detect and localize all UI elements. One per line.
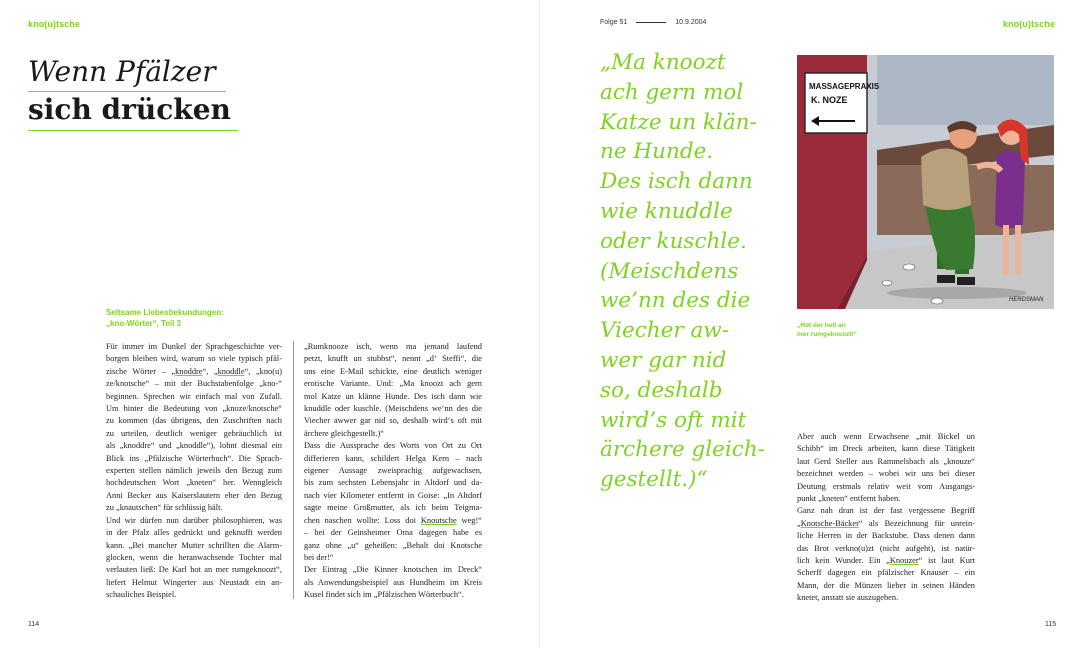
text-line	[106, 353, 282, 365]
text-segment: “, „	[202, 366, 218, 376]
text-segment: das Brot verkno(u)zt (nicht aufgeht), ist natür-	[797, 543, 975, 553]
text-segment: – bei der Geinsheimer Oma dagegen habe es	[304, 528, 482, 538]
text-segment: Viecher awwer gar nid so, deshalb wird‘s oft mit	[304, 416, 482, 426]
cartoon-sign-line2: K. NOZE	[811, 95, 848, 105]
text-segment: „	[797, 518, 801, 528]
headline-rule-1	[28, 91, 226, 92]
text-segment: Knouzer	[889, 556, 919, 566]
text-line	[304, 391, 482, 403]
text-line	[304, 502, 482, 514]
text-line	[106, 378, 282, 390]
headline-line2: sich drücken	[28, 93, 231, 126]
page-number-left: 114	[28, 621, 40, 628]
text-line	[106, 490, 282, 502]
text-segment: laut Gerd Steller aus Rammelsbach als „knouze“	[797, 456, 975, 466]
text-line	[797, 543, 975, 555]
text-line	[797, 567, 975, 579]
text-line	[797, 555, 975, 567]
text-segment: “ ist laut Kurt	[918, 556, 975, 566]
text-line	[106, 465, 282, 477]
text-segment: knetet, anstatt sie auszugeben.	[797, 593, 899, 603]
text-segment: Um hinter die Bedeutung von „knoze/knotsche“	[106, 404, 282, 414]
text-segment: Der Eintrag „Die Kinner knotschen im Dreck“	[304, 565, 482, 575]
text-line	[106, 366, 282, 378]
text-segment: mol Katze un klänne Hunde. Des isch dann wie	[304, 391, 482, 401]
caption-line1: „Hot der heit an	[797, 322, 846, 329]
quote-line: (Meischdens	[600, 258, 739, 284]
kicker-line2: „kno-Wörter“, Teil 3	[106, 319, 181, 328]
text-segment: Deutung erstmals relativ weit vom Ausgangs-	[797, 481, 975, 491]
text-segment: borgen bleiben wird, warum so viele typisch pfäl-	[106, 354, 282, 364]
text-segment: ganz ohne „u“ geheißen: „Behalt doi Knotsche	[304, 540, 482, 550]
text-line	[797, 481, 975, 493]
text-segment: knoddle	[217, 366, 245, 376]
text-line	[304, 552, 482, 564]
text-segment: Knoutsche	[420, 515, 457, 525]
text-line	[106, 577, 282, 589]
text-segment: Schibb“ im Dreck arbeiten, kann diese Tätigkeit	[797, 444, 975, 454]
text-line	[797, 518, 975, 530]
headline-line1: Wenn Pfälzer	[28, 55, 216, 88]
text-segment: nach vier Kilometer entfernt in Goise: „In Altdorf	[304, 490, 482, 500]
text-segment: bis zum sechsten Lebensjahr in Altdorf und da-	[304, 478, 482, 488]
image-caption	[797, 321, 857, 339]
text-line	[304, 440, 482, 452]
text-line	[797, 456, 975, 468]
text-line	[797, 592, 975, 604]
text-segment: bei der!“	[304, 552, 334, 562]
quote-line: wie knuddle	[600, 198, 733, 224]
text-segment: zu kommen (das übrigens, den Zuschriften nach	[106, 416, 282, 426]
text-segment: glocken, wenn die heranwachsende Tochter mal	[106, 552, 282, 562]
text-line	[106, 502, 282, 514]
text-line	[106, 515, 282, 527]
cartoon-sign-line1: MASSAGEPRAXIS	[809, 82, 880, 91]
text-segment: differieren kann, schildert Helga Kern – nach	[304, 453, 482, 463]
text-segment: eigener Aussage zweisprachig aufgewachsen,	[304, 466, 482, 476]
text-line	[304, 540, 482, 552]
quote-line: oder kuschle.	[600, 228, 747, 254]
quote-line: ärchere gleich-	[600, 437, 765, 463]
text-line	[106, 415, 282, 427]
text-segment: „Rumknooze isch, wenn ma jemand laufend	[304, 342, 482, 351]
text-segment: bezeichnet werden – wobei wir uns bei dieser	[797, 469, 975, 479]
caption-line2: mer rumgeknoozt!“	[797, 331, 857, 338]
text-segment: als Anwendungsbeispiel aus Hundheim im Kreis	[304, 577, 482, 587]
body-column-3	[797, 431, 975, 605]
text-line	[304, 564, 482, 576]
text-segment: zu urteilen, deutlich weniger gebräuchlich ist	[106, 428, 282, 438]
body-column-2	[304, 341, 482, 602]
text-segment: chen naschen wollte: Loss doi	[304, 515, 421, 525]
text-line	[304, 477, 482, 489]
text-line	[797, 580, 975, 592]
text-line	[304, 490, 482, 502]
text-segment: kann. „Bei mancher Mutter schrillten die Alarm-	[106, 540, 282, 550]
text-line	[106, 440, 282, 452]
quote-line: wird’s oft mit	[600, 407, 747, 433]
text-segment: punkt „kneten“ entfernt haben.	[797, 494, 901, 504]
text-line	[106, 403, 282, 415]
quote-line: ne Hunde.	[600, 139, 714, 165]
text-line	[304, 366, 482, 378]
text-segment: weg!“	[456, 515, 482, 525]
page-number-right: 115	[1045, 621, 1057, 628]
quote-line: „Ma knoozt	[600, 50, 726, 75]
text-segment: verlauten ließ: De Karl hot an mer rumgeknoozt“,	[106, 565, 282, 575]
kicker-line1: Seltsame Liebesbekundungen:	[106, 308, 224, 317]
text-line	[797, 443, 975, 455]
text-segment: “ als Bezeichnung für unrein-	[858, 518, 975, 528]
cartoon-illustration	[797, 55, 1054, 309]
text-line	[106, 453, 282, 465]
quote-line: Katze un klän-	[600, 109, 757, 135]
text-segment: knoddre	[175, 366, 203, 376]
text-segment: Scherff dagegen ein pfälzischer Knauser – ein	[797, 568, 975, 578]
text-segment: ärchere gleichgestellt.)“	[304, 428, 384, 438]
pull-quote	[600, 48, 785, 495]
quote-line: wer gar nid	[600, 347, 727, 373]
issue-date: 10.9.2004	[675, 19, 707, 26]
text-line	[106, 391, 282, 403]
text-segment: in der Pfalz alles gedrückt und geknufft werden	[106, 528, 282, 538]
issue-header	[600, 19, 706, 26]
quote-line: ach gern mol	[600, 79, 744, 105]
text-line	[304, 577, 482, 589]
text-line	[304, 465, 482, 477]
text-line	[106, 477, 282, 489]
text-segment: sagte meine Großmutter, als ich beim Teigma-	[304, 503, 482, 513]
issue-number: Folge 51	[600, 19, 628, 26]
brand-logo-left: kno(u)tsche	[28, 19, 81, 29]
text-segment: beginnen. Sprechen wir einfach mal von Zufall.	[106, 391, 282, 401]
text-segment: liche Herren in der Backstube. Dass denen dann	[797, 531, 975, 541]
text-segment: als „knoddre“ und „knoddle“), lohnt diesmal ein	[106, 441, 282, 451]
text-segment: “, „kno(u)	[244, 366, 283, 376]
text-line	[304, 353, 482, 365]
text-line	[304, 515, 482, 527]
quote-line: so, deshalb	[600, 377, 723, 403]
text-segment: petzt, knufft un stubbst“, nennt „d‘ Steffi“, die	[304, 354, 482, 364]
text-line	[106, 552, 282, 564]
quote-line: Des isch dann	[600, 169, 753, 195]
text-segment: ze/knotsche“ – mit der Buchstabenfolge „kno-“	[106, 379, 282, 389]
text-line	[304, 415, 482, 427]
text-segment: lich kein Wunder. Ein „	[797, 556, 890, 566]
text-segment: knuddle oder kuschle. (Meischdens we‘nn des die	[304, 404, 482, 414]
text-segment: Blick ins „Pfälzische Wörterbuch“. Die Sprach-	[106, 453, 282, 463]
text-line	[106, 589, 282, 601]
text-segment: zische Wörter – „	[106, 366, 176, 376]
text-line	[304, 527, 482, 539]
text-segment: experten stellen nämlich jeweils den Bezug zum	[106, 466, 282, 476]
quote-line: Viecher aw-	[600, 318, 729, 344]
text-line	[797, 530, 975, 542]
text-segment: Knotsche-Bäcker	[800, 518, 859, 528]
brand-logo-right: kno(u)tsche	[1003, 19, 1056, 29]
text-line	[106, 428, 282, 440]
text-segment: Dass die Aussprache des Worts von Ort zu Ort	[304, 441, 482, 451]
text-segment: Anni Becker aus Kaiserslautern eher den Bezug	[106, 490, 282, 500]
text-segment: schauliches Beispiel.	[106, 590, 177, 600]
column-divider	[293, 341, 294, 599]
quote-line: we’nn des die	[600, 288, 751, 314]
text-line	[106, 527, 282, 539]
body-column-1	[106, 341, 282, 602]
text-line	[304, 378, 482, 390]
issue-header-rule	[636, 22, 666, 23]
text-line	[304, 403, 482, 415]
cartoon-signature: HERDSMAN	[1009, 297, 1044, 303]
text-line	[304, 341, 482, 353]
text-segment: erotische Variante. Und: „Ma knoozt ach gern	[304, 379, 482, 389]
kicker	[106, 307, 224, 329]
text-line	[106, 540, 282, 552]
quote-line: gestellt.)“	[600, 467, 708, 493]
text-line	[304, 453, 482, 465]
text-segment: uns eine E-Mail schickte, eine deutlich weniger	[304, 366, 482, 376]
text-line	[106, 564, 282, 576]
text-segment: hochdeutschen Wort „kneten“ her. Wenngleich	[106, 478, 282, 488]
text-segment: Für immer im Dunkel der Sprachgeschichte ver-	[106, 342, 282, 351]
text-line	[797, 493, 975, 505]
text-line	[304, 589, 482, 601]
text-segment: liefert Helmut Wingerter aus Neustadt ein an-	[106, 577, 282, 587]
text-segment: zu „knautschen“ für schlüssig hält.	[106, 503, 223, 513]
text-segment: Mann, der die Münzen lieber in seinen Händen	[797, 580, 975, 590]
text-line	[797, 431, 975, 443]
text-segment: Aber auch wenn Erwachsene „mit Bickel un	[797, 432, 975, 441]
text-segment: Und wir dürfen nun darüber philosophieren, was	[106, 515, 282, 525]
text-segment: Kusel findet sich im „Pfälzischen Wörterbuch“.	[304, 590, 464, 600]
text-segment: Ganz nah dran ist der fast vergessene Begriff	[797, 506, 975, 516]
text-line	[106, 341, 282, 353]
text-line	[797, 505, 975, 517]
headline-rule-2	[28, 130, 238, 131]
text-line	[304, 428, 482, 440]
text-line	[797, 468, 975, 480]
